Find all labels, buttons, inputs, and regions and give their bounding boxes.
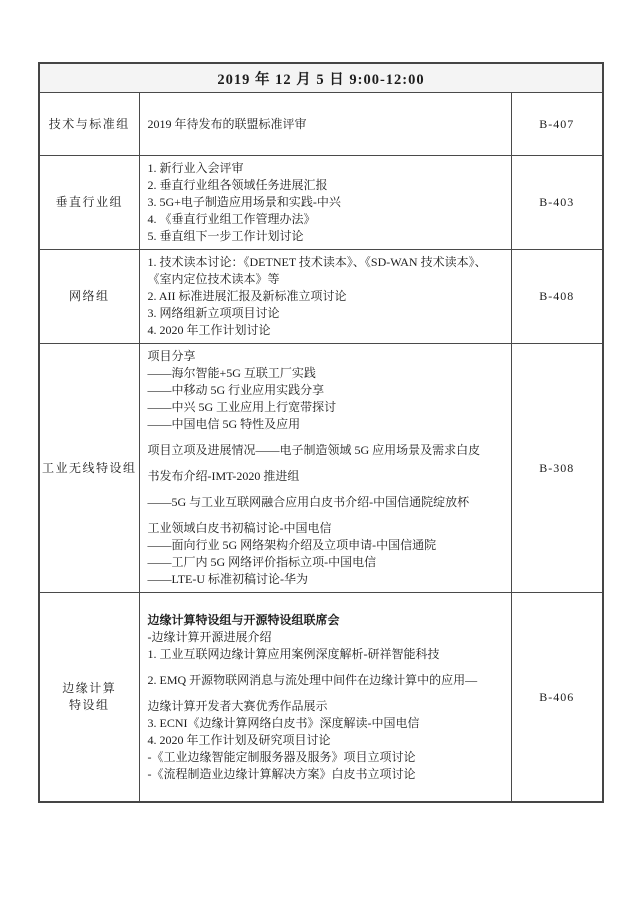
agenda-line: ——中移动 5G 行业应用实践分享	[147, 383, 325, 397]
agenda-line: 2. AII 标准进展汇报及新标准立项讨论	[147, 289, 347, 303]
agenda-line: ——5G 与工业互联网融合应用白皮书介绍-中国信通院绽放杯	[147, 495, 470, 509]
group-label-line: 特设组	[68, 698, 110, 712]
table-row	[39, 250, 603, 344]
table-row	[39, 93, 603, 156]
agenda-line: ——中兴 5G 工业应用上行宽带探讨	[147, 400, 337, 414]
agenda-line: 项目立项及进展情况——电子制造领域 5G 应用场景及需求白皮	[147, 443, 481, 457]
agenda-line: ——工厂内 5G 网络评价指标立项-中国电信	[147, 555, 377, 569]
agenda-line: ——LTE-U 标准初稿讨论-华为	[147, 572, 309, 586]
agenda-line: 4. 《垂直行业组工作管理办法》	[147, 212, 316, 226]
agenda-line: 5. 垂直组下一步工作计划讨论	[147, 229, 304, 243]
table-header-row	[39, 63, 603, 93]
group-label-line: 边缘计算	[62, 681, 117, 695]
agenda-line: 边缘计算开发者大赛优秀作品展示	[147, 698, 328, 713]
room-cell: B-408	[511, 250, 603, 344]
group-cell	[39, 93, 139, 156]
room-cell: B-407	[511, 93, 603, 156]
agenda-line: 1. 新行业入会评审	[147, 161, 244, 175]
agenda-cell	[139, 250, 511, 344]
group-label-line: 网络组	[68, 289, 110, 303]
agenda-line: ——中国电信 5G 特性及应用	[147, 417, 301, 431]
table-row	[39, 344, 603, 593]
agenda-line: 书发布介绍-IMT-2020 推进组	[147, 469, 300, 483]
agenda-line: 2. 垂直行业组各领域任务进展汇报	[147, 178, 328, 192]
agenda-cell	[139, 156, 511, 250]
table-row	[39, 156, 603, 250]
agenda-line: ——面向行业 5G 网络架构介绍及立项申请-中国信通院	[147, 538, 437, 552]
agenda-line: -《流程制造业边缘计算解决方案》白皮书立项讨论	[147, 766, 416, 781]
agenda-line: 3. ECNI《边缘计算网络白皮书》深度解读-中国电信	[147, 715, 420, 730]
table-row	[39, 593, 603, 803]
schedule-table	[38, 62, 604, 803]
group-cell	[39, 593, 139, 803]
agenda-cell	[139, 593, 511, 803]
group-cell	[39, 156, 139, 250]
group-label-line: 工业无线特设组	[42, 460, 137, 475]
agenda-line: 1. 工业互联网边缘计算应用案例深度解析-研祥智能科技	[147, 646, 440, 661]
agenda-cell	[139, 93, 511, 156]
agenda-line: 4. 2020 年工作计划讨论	[147, 323, 271, 337]
group-label-line: 技术与标准组	[48, 116, 130, 131]
room-cell: B-403	[511, 156, 603, 250]
agenda-line: 项目分享	[147, 349, 196, 363]
group-label-line: 垂直行业组	[55, 195, 123, 209]
agenda-line: ——海尔智能+5G 互联工厂实践	[147, 366, 316, 380]
session-date-header: 2019 年 12 月 5 日 9:00-12:00	[39, 63, 603, 93]
agenda-line: 边缘计算特设组与开源特设组联席会	[147, 612, 340, 627]
group-cell	[39, 250, 139, 344]
agenda-line: -边缘计算开源进展介绍	[147, 629, 272, 644]
agenda-line: 4. 2020 年工作计划及研究项目讨论	[147, 732, 331, 747]
agenda-line: 2019 年待发布的联盟标准评审	[147, 116, 307, 131]
schedule-table-body	[39, 63, 603, 802]
agenda-line: 3. 网络组新立项项目讨论	[147, 306, 280, 320]
agenda-line: 1. 技术读本讨论：《DETNET 技术读本》、《SD-WAN 技术读本》、《室内定位技术读本》等	[147, 255, 487, 286]
agenda-line: -《工业边缘智能定制服务器及服务》项目立项讨论	[147, 749, 416, 764]
group-cell	[39, 344, 139, 593]
room-cell: B-308	[511, 344, 603, 593]
room-cell: B-406	[511, 593, 603, 803]
agenda-line: 2. EMQ 开源物联网消息与流处理中间件在边缘计算中的应用—	[147, 672, 478, 687]
agenda-cell	[139, 344, 511, 593]
agenda-line: 工业领域白皮书初稿讨论-中国电信	[147, 521, 332, 535]
agenda-line: 3. 5G+电子制造应用场景和实践-中兴	[147, 195, 341, 209]
